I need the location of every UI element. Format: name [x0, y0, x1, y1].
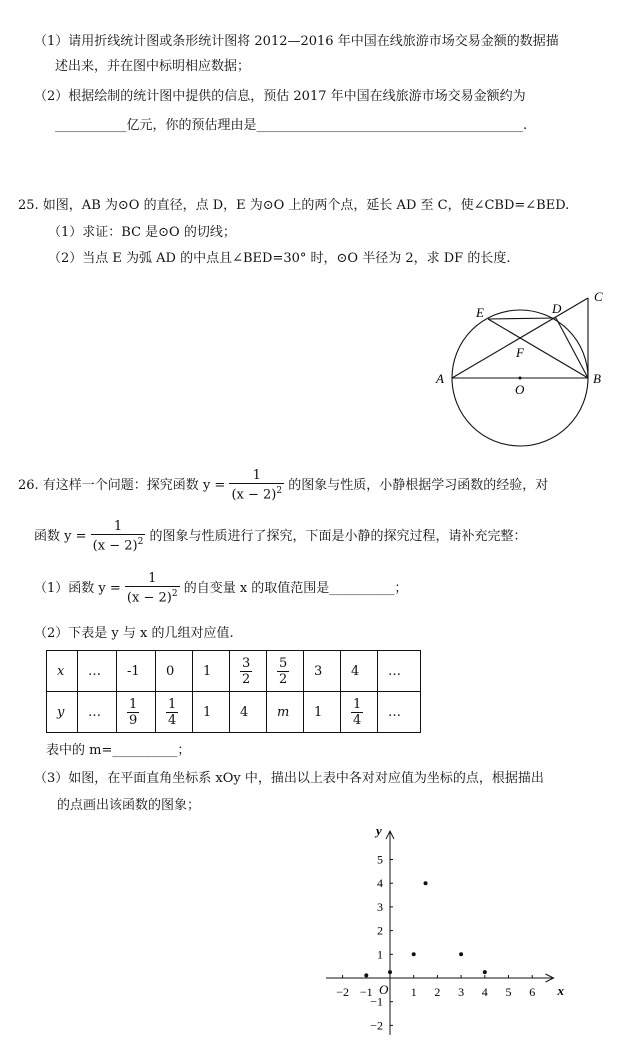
origin-label: O: [379, 982, 389, 997]
table-cell: [230, 651, 267, 692]
label-e: E: [476, 305, 484, 320]
semicolon: ；: [177, 743, 191, 758]
q26-sub3-line2: 的点画出该函数的图象；: [57, 798, 201, 813]
label-o: O: [515, 382, 525, 397]
fraction-expression: [229, 468, 284, 502]
label-a: A: [436, 371, 444, 386]
frac-numerator: 1: [113, 519, 123, 535]
x-tick-label: 6: [529, 985, 536, 999]
fraction-expression: [125, 571, 180, 605]
table-cell: 0: [156, 651, 193, 692]
center-dot: [519, 377, 522, 380]
table-cell: …: [78, 651, 117, 692]
table-header-x: x: [47, 651, 78, 692]
y-axis-label: y: [376, 823, 382, 839]
q26-stem-end: 的图象与性质，小静根据学习函数的经验，对: [288, 478, 549, 493]
frac-exponent: 2: [276, 486, 283, 497]
q26-sub1-start: （1）函数 y =: [34, 581, 121, 596]
q26-stem-start: 26. 有这样一个问题：探究函数 y =: [18, 478, 226, 493]
table-cell: 1: [193, 651, 230, 692]
q26-sub1: [34, 569, 407, 609]
reason-blank[interactable]: _________________________________________: [256, 118, 524, 133]
table-row-y: [47, 692, 421, 733]
y-tick-label: 3: [377, 899, 383, 914]
table-cell: -1: [117, 651, 156, 692]
data-point: [388, 970, 392, 974]
table-fraction: $\frac{3}{2}$: [242, 655, 251, 687]
data-point: [459, 952, 463, 956]
part1-line1: （1）请用折线统计图或条形统计图将 2012—2016 年中国在线旅游市场交易金额的数据描: [34, 34, 559, 49]
table-cell: …: [378, 692, 421, 733]
circle-figure: [430, 282, 620, 457]
x-tick-label: −1: [359, 985, 373, 999]
frac-exponent: 2: [137, 537, 144, 548]
q26-line2-start: 函数 y =: [34, 529, 87, 544]
table-cell: 1: [193, 692, 230, 733]
data-point: [424, 881, 428, 885]
x-axis-label: x: [557, 983, 565, 998]
frac-exponent: 2: [171, 589, 178, 600]
part2-line1: （2）根据绘制的统计图中提供的信息，预估 2017 年中国在线旅游市场交易金额约为: [34, 89, 526, 104]
frac-denominator: (x − 2): [231, 487, 277, 503]
table-cell: [267, 651, 304, 692]
x-tick-label: 2: [434, 985, 441, 999]
q26-sub3-line1: （3）如图，在平面直角坐标系 xOy 中，描出以上表中各对对应值为坐标的点，根据描出: [34, 771, 544, 786]
coordinate-plane: [315, 820, 575, 1050]
domain-blank[interactable]: __________: [329, 581, 395, 596]
part2-mid-text: 亿元，你的预估理由是: [126, 118, 257, 133]
y-tick-label: 4: [377, 876, 383, 891]
fraction-expression: [91, 519, 146, 553]
x-tick-label: 1: [410, 985, 417, 999]
table-cell: 3: [304, 651, 341, 692]
label-d: D: [552, 301, 562, 316]
q25-sub2: （2）当点 E 为弧 AD 的中点且∠BED=30° 时，⊙O 半径为 2，求 DF 的长度.: [48, 251, 511, 266]
frac-denominator: (x − 2): [92, 538, 138, 554]
table-cell: [341, 692, 378, 733]
y-tick-label: −2: [370, 1018, 383, 1033]
table-fraction: $\frac{1}{4}$: [168, 696, 177, 728]
table-fraction: $\frac{1}{4}$: [353, 696, 362, 728]
period: .: [523, 118, 528, 133]
table-cell: 4: [341, 651, 378, 692]
part1-line2: 述出来，并在图中标明相应数据；: [55, 59, 251, 74]
y-tick-label: 2: [377, 923, 383, 938]
y-tick-label: 5: [377, 852, 383, 867]
q26-line2-end: 的图象与性质进行了探究，下面是小静的探究过程，请补充完整：: [149, 529, 527, 544]
m-line: [46, 742, 190, 760]
table-cell: 1: [304, 692, 341, 733]
table-cell: …: [378, 651, 421, 692]
y-tick-label: 1: [377, 947, 383, 962]
label-f: F: [516, 345, 524, 360]
x-tick-label: −2: [336, 985, 349, 999]
m-line-text: 表中的 m=: [46, 743, 113, 758]
frac-denominator: (x − 2): [126, 590, 172, 606]
y-tick-label: −1: [370, 994, 383, 1009]
semicolon: ；: [394, 581, 408, 596]
table-cell: …: [78, 692, 117, 733]
line-ed: [488, 318, 556, 319]
table-row-x: [47, 651, 421, 692]
q26-sub1-mid: 的自变量 x 的取值范围是: [183, 581, 330, 596]
value-table: [46, 650, 421, 733]
table-fraction: $\frac{5}{2}$: [279, 655, 288, 687]
x-tick-label: 3: [458, 985, 465, 999]
table-cell: 4: [230, 692, 267, 733]
answer-blank[interactable]: ___________: [55, 118, 127, 133]
part2-line2: [55, 117, 527, 135]
q26-line2: [34, 517, 526, 557]
data-point: [483, 970, 487, 974]
q25-stem: 25. 如图，AB 为⊙O 的直径，点 D，E 为⊙O 上的两个点，延长 AD 至 C，使∠CBD=∠BED.: [18, 198, 570, 213]
table-cell: m: [267, 692, 304, 733]
q26-stem: [18, 466, 548, 506]
table-cell: [117, 692, 156, 733]
m-blank[interactable]: __________: [112, 743, 178, 758]
table-header-y: y: [47, 692, 78, 733]
label-b: B: [593, 371, 601, 386]
x-tick-label: 4: [481, 985, 488, 999]
label-c: C: [594, 289, 603, 304]
q25-sub1: （1）求证：BC 是⊙O 的切线；: [48, 225, 236, 240]
q26-sub2: （2）下表是 y 与 x 的几组对应值.: [34, 626, 234, 641]
data-point: [364, 973, 368, 977]
table-cell: [156, 692, 193, 733]
frac-numerator: 1: [252, 468, 261, 484]
x-tick-label: 5: [505, 985, 512, 999]
frac-numerator: 1: [148, 571, 157, 587]
table-fraction: $\frac{1}{9}$: [129, 696, 138, 728]
data-point: [412, 952, 416, 956]
